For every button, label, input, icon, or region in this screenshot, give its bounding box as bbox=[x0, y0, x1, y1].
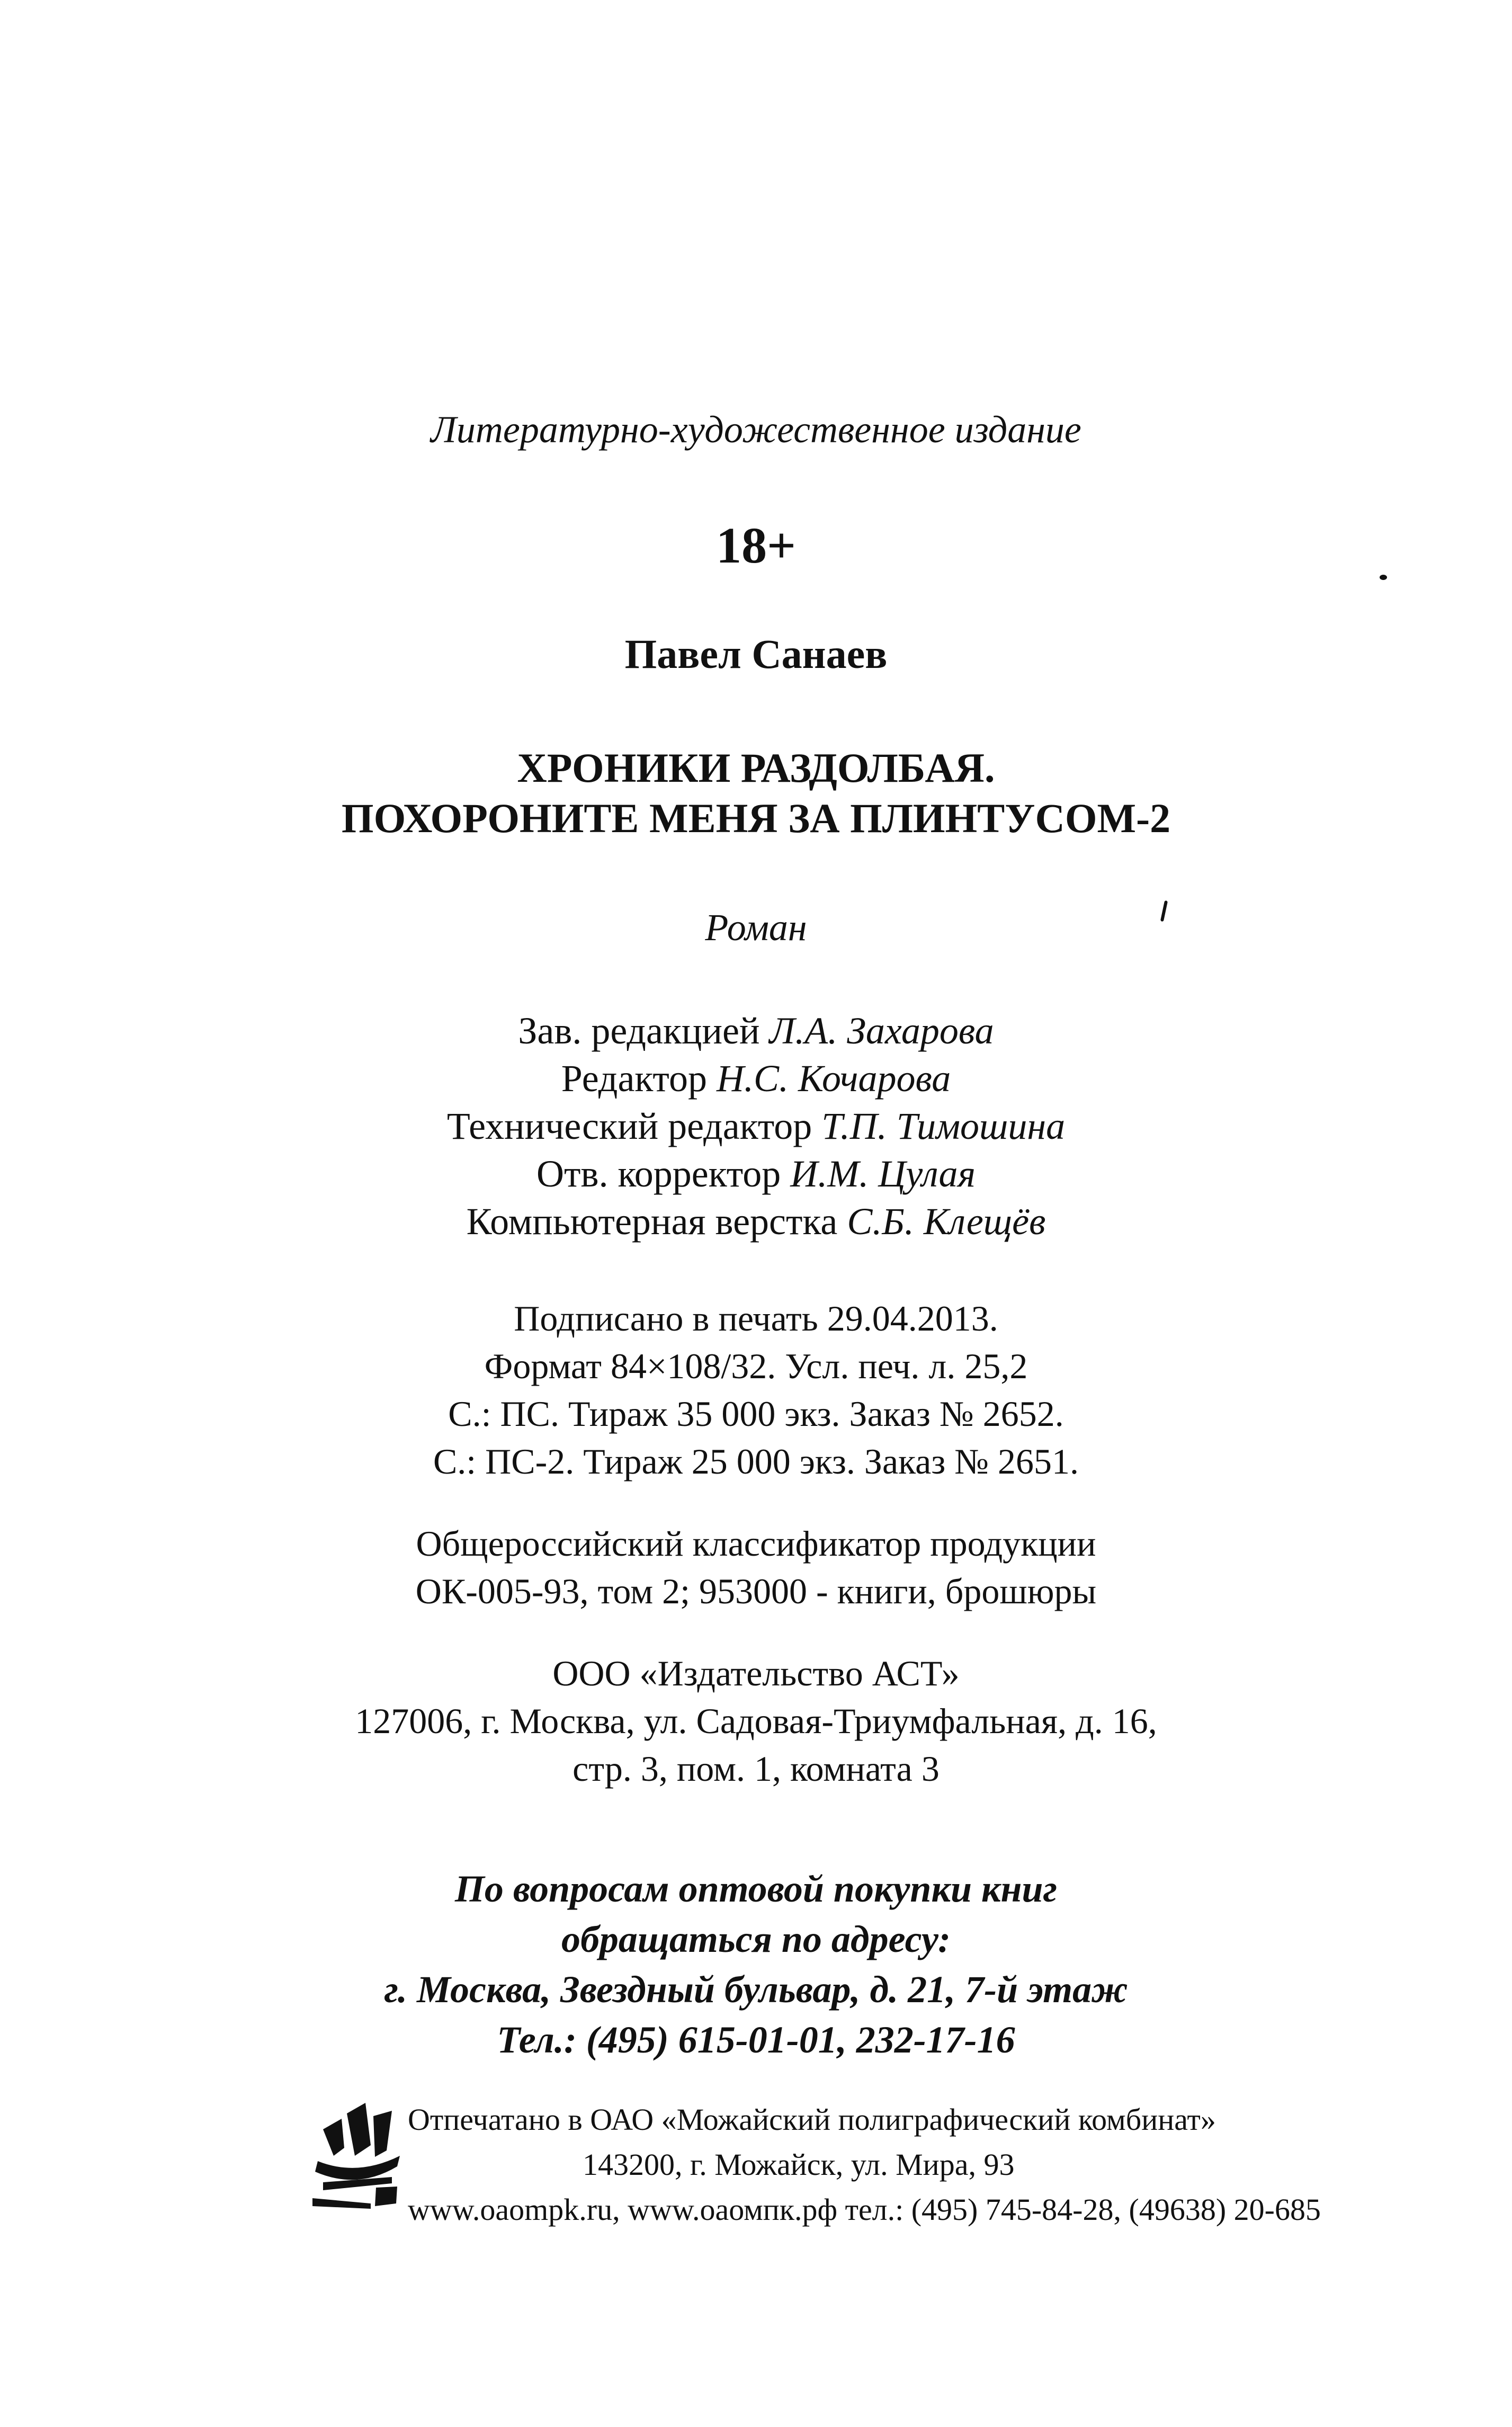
credit-line bbox=[0, 1057, 1512, 1101]
credit-name: Н.С. Кочарова bbox=[716, 1057, 951, 1100]
print-info-line: Подписано в печать 29.04.2013. bbox=[514, 1298, 998, 1339]
printer-block bbox=[312, 2098, 1488, 2256]
genre: Роман bbox=[705, 906, 807, 949]
publisher-line: ООО «Издательство АСТ» bbox=[552, 1653, 960, 1693]
credit-line bbox=[0, 1104, 1512, 1148]
age-rating: 18+ bbox=[716, 517, 796, 574]
credit-line bbox=[0, 1200, 1512, 1244]
credit-role: Технический редактор bbox=[446, 1105, 812, 1147]
classifier-line: Общероссийский классификатор продукции bbox=[416, 1523, 1096, 1564]
edition-type: Литературно-художественное издание bbox=[431, 408, 1081, 451]
scan-speck bbox=[1380, 575, 1387, 580]
wholesale-line: обращаться по адресу: bbox=[561, 1918, 951, 1960]
wholesale-line: По вопросам оптовой покупки книг bbox=[454, 1868, 1058, 1910]
credit-name: И.М. Цулая bbox=[790, 1153, 976, 1195]
printer-line: 143200, г. Можайск, ул. Мира, 93 bbox=[583, 2147, 1015, 2182]
credit-role: Отв. корректор bbox=[536, 1153, 781, 1195]
print-info-line: Формат 84×108/32. Усл. печ. л. 25,2 bbox=[484, 1346, 1028, 1386]
credit-role: Компьютерная верстка bbox=[466, 1200, 838, 1243]
print-info-line: С.: ПС. Тираж 35 000 экз. Заказ № 2652. bbox=[448, 1394, 1064, 1434]
mozhaysk-printing-logo-icon bbox=[312, 2098, 402, 2214]
wholesale-line: г. Москва, Звездный бульвар, д. 21, 7-й этаж bbox=[384, 1968, 1128, 2011]
credit-name: Л.А. Захарова bbox=[769, 1010, 994, 1052]
credit-name: Т.П. Тимошина bbox=[821, 1105, 1066, 1147]
author-name: Павел Санаев bbox=[624, 631, 888, 677]
wholesale-line: Тел.: (495) 615-01-01, 232-17-16 bbox=[497, 2019, 1015, 2061]
book-title-line-1: ХРОНИКИ РАЗДОЛБАЯ. bbox=[517, 745, 995, 791]
classifier-line: ОК-005-93, том 2; 953000 - книги, брошюры bbox=[415, 1571, 1097, 1611]
publisher-line: стр. 3, пом. 1, комната 3 bbox=[572, 1748, 940, 1789]
printer-line: www.oaompk.ru, www.оаомпк.рф тел.: (495) 745-84-28, (49638) 20-685 bbox=[408, 2192, 1321, 2227]
credit-role: Зав. редакцией bbox=[518, 1010, 760, 1052]
credit-role: Редактор bbox=[561, 1057, 707, 1100]
print-info-line: С.: ПС-2. Тираж 25 000 экз. Заказ № 2651. bbox=[433, 1441, 1079, 1482]
credit-line bbox=[0, 1152, 1512, 1196]
book-title-line-2: ПОХОРОНИТЕ МЕНЯ ЗА ПЛИНТУСОМ-2 bbox=[341, 795, 1171, 841]
credit-name: С.Б. Клещёв bbox=[847, 1200, 1046, 1243]
credit-line bbox=[0, 1009, 1512, 1053]
publisher-line: 127006, г. Москва, ул. Садовая-Триумфальная, д. 16, bbox=[355, 1701, 1157, 1741]
printer-line: Отпечатано в ОАО «Можайский полиграфический комбинат» bbox=[408, 2102, 1216, 2137]
